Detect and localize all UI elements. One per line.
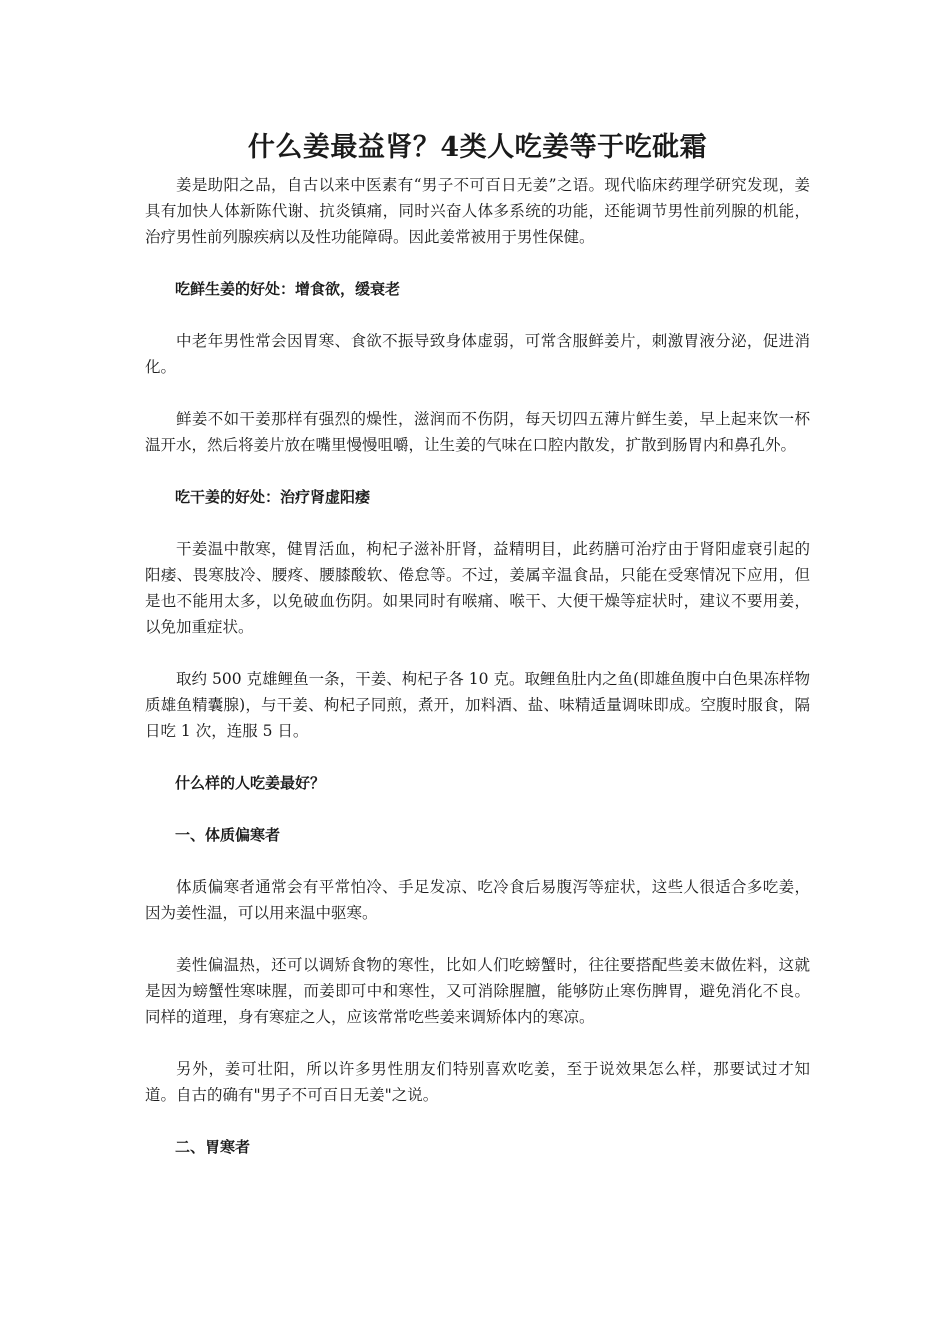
document-page (145, 128, 810, 1160)
section-heading-cold-constitution: 一、体质偏寒者 (175, 826, 281, 844)
paragraph: 另外，姜可壮阳，所以许多男性朋友们特别喜欢吃姜，至于说效果怎么样，那要试过才知道。自古的确有"男子不可百日无姜"之说。 (145, 1060, 810, 1104)
paragraph: 鲜姜不如干姜那样有强烈的燥性，滋润而不伤阴，每天切四五薄片鲜生姜，早上起来饮一杯温开水，然后将姜片放在嘴里慢慢咀嚼，让生姜的气味在口腔内散发，扩散到肠胃内和鼻孔外。 (145, 410, 810, 454)
section-heading-who-should-eat: 什么样的人吃姜最好？ (175, 774, 326, 792)
page-title: 什么姜最益肾？4类人吃姜等于吃砒霜 (247, 132, 708, 163)
paragraph: 中老年男性常会因胃寒、食欲不振导致身体虚弱，可常含服鲜姜片，刺激胃液分泌，促进消化。 (145, 332, 810, 376)
paragraph: 体质偏寒者通常会有平常怕冷、手足发凉、吃冷食后易腹泻等症状，这些人很适合多吃姜，因为姜性温，可以用来温中驱寒。 (145, 878, 810, 922)
section-heading-fresh-ginger: 吃鲜生姜的好处：增食欲，缓衰老 (175, 280, 401, 298)
section-heading-cold-stomach: 二、胃寒者 (175, 1138, 251, 1156)
paragraph: 姜性偏温热，还可以调矫食物的寒性，比如人们吃螃蟹时，往往要搭配些姜末做佐料，这就是因为螃蟹性寒味腥，而姜即可中和寒性，又可消除腥膻，能够防止寒伤脾胃，避免消化不良。同样的道理，身有寒症之人，应该常常吃些姜来调矫体内的寒凉。 (145, 956, 810, 1026)
paragraph: 干姜温中散寒，健胃活血，枸杞子滋补肝肾，益精明目，此药膳可治疗由于肾阳虚衰引起的阳痿、畏寒肢冷、腰疼、腰膝酸软、倦怠等。不过，姜属辛温食品，只能在受寒情况下应用，但是也不能用太多，以免破血伤阴。如果同时有喉痛、喉干、大便干燥等症状时，建议不要用姜，以免加重症状。 (145, 540, 810, 636)
paragraph: 取约 500 克雄鲤鱼一条，干姜、枸杞子各 10 克。取鲤鱼肚内之鱼(即雄鱼腹中白色果冻样物质雄鱼精囊腺)，与干姜、枸杞子同煎，煮开，加料酒、盐、味精适量调味即成。空腹时服食，隔日吃 1 次，连服 5 日。 (145, 670, 810, 740)
section-heading-dried-ginger: 吃干姜的好处：治疗肾虚阳痿 (175, 488, 371, 506)
intro-paragraph: 姜是助阳之品，自古以来中医素有“男子不可百日无姜”之语。现代临床药理学研究发现，姜具有加快人体新陈代谢、抗炎镇痛，同时兴奋人体多系统的功能，还能调节男性前列腺的机能，治疗男性前列腺疾病以及性功能障碍。因此姜常被用于男性保健。 (145, 176, 810, 246)
